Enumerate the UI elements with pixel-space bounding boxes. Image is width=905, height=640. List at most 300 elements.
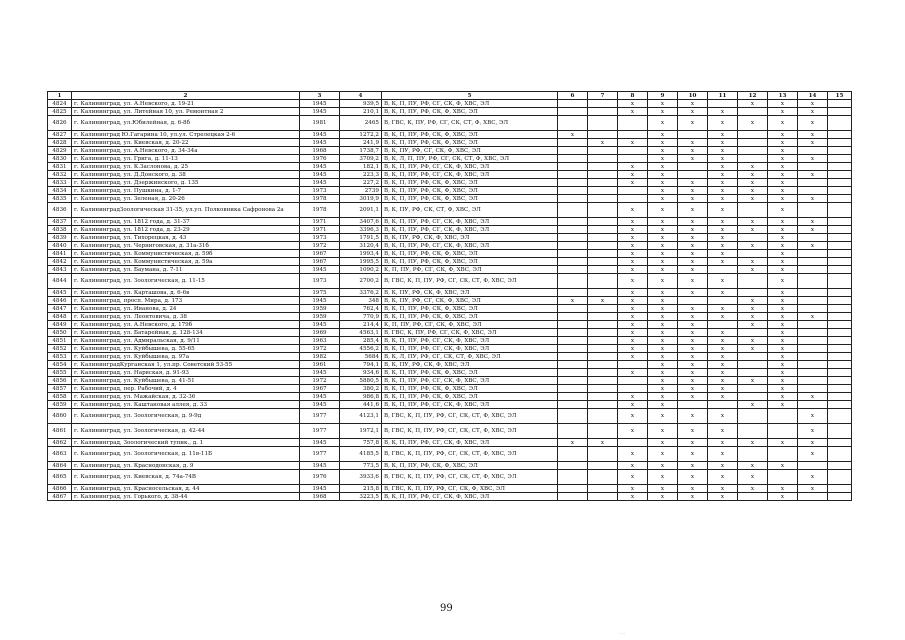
record-id-cell: 4826 — [48, 116, 72, 131]
mark-cell — [678, 163, 708, 171]
area-cell: 794,1 — [340, 361, 382, 369]
address-cell: г. Калининград, ул. Краснодонская, д. 9 — [72, 462, 300, 470]
mark-cell: x — [798, 439, 828, 447]
services-cell: В, К, П, ПУ, РФ, СГ, СК, Ф, ХВС, ЭЛ — [382, 171, 558, 179]
table-row — [48, 234, 852, 242]
services-cell: В, К, П, ПУ, РФ, СК, Ф, ХВС, ЭЛ — [382, 139, 558, 147]
record-id-cell: 4860 — [48, 409, 72, 424]
mark-cell: x — [618, 401, 648, 409]
mark-cell: x — [708, 258, 738, 266]
mark-cell — [738, 493, 768, 501]
address-cell: г. Калининград, ул. Черниговская, д. 31а-31б — [72, 242, 300, 250]
mark-cell: x — [798, 447, 828, 462]
area-cell: 757,8 — [340, 439, 382, 447]
column-number: 9 — [648, 92, 678, 100]
mark-cell — [678, 171, 708, 179]
mark-cell: x — [768, 377, 798, 385]
mark-cell — [798, 385, 828, 393]
area-cell: 1972,1 — [340, 424, 382, 439]
column-number: 4 — [340, 92, 382, 100]
services-cell: В, ГВС, К, П, ПУ, РФ, СГ, СК, СТ, Ф, ХВС, ЭЛ — [382, 409, 558, 424]
mark-cell — [588, 195, 618, 203]
table-row — [48, 139, 852, 147]
mark-cell: x — [768, 313, 798, 321]
record-id-cell: 4824 — [48, 100, 72, 108]
table-row — [48, 195, 852, 203]
mark-cell: x — [708, 234, 738, 242]
mark-cell: x — [618, 424, 648, 439]
record-id-cell: 4853 — [48, 353, 72, 361]
mark-cell — [558, 187, 588, 195]
record-id-cell: 4836 — [48, 203, 72, 218]
mark-cell — [558, 108, 588, 116]
mark-cell — [798, 297, 828, 305]
mark-cell: x — [798, 409, 828, 424]
mark-cell: x — [768, 337, 798, 345]
record-id-cell: 4856 — [48, 377, 72, 385]
mark-cell — [558, 147, 588, 155]
mark-cell: x — [648, 439, 678, 447]
address-cell: г. Калининград, ул.Юбилейная, д. 6-8б — [72, 116, 300, 131]
mark-cell — [588, 147, 618, 155]
record-id-cell: 4825 — [48, 108, 72, 116]
services-cell: В, К, П, ПУ, РФ, СК, Ф, ХВС, ЭЛ — [382, 393, 558, 401]
mark-cell: x — [648, 462, 678, 470]
services-cell: В, К, ПУ, РФ, СК, Ф, ХВС, ЭЛ — [382, 361, 558, 369]
mark-cell — [768, 470, 798, 485]
mark-cell: x — [708, 337, 738, 345]
mark-cell — [738, 353, 768, 361]
mark-cell — [558, 321, 588, 329]
mark-cell — [828, 179, 852, 187]
mark-cell — [588, 203, 618, 218]
year-cell: 1961 — [300, 361, 340, 369]
mark-cell: x — [648, 147, 678, 155]
mark-cell: x — [768, 139, 798, 147]
address-cell: г. Калининград, ул. А.Невского, д. 34-34а — [72, 147, 300, 155]
mark-cell: x — [618, 297, 648, 305]
column-number: 3 — [300, 92, 340, 100]
mark-cell — [588, 345, 618, 353]
mark-cell — [828, 393, 852, 401]
address-cell: г. Калининград, ул. К.Заслонова, д. 25 — [72, 163, 300, 171]
record-id-cell: 4857 — [48, 385, 72, 393]
area-cell: 4563,1 — [340, 329, 382, 337]
address-cell: г. Калининград, ул. Киевская, д. 74а-74В — [72, 470, 300, 485]
mark-cell: x — [618, 462, 648, 470]
record-id-cell: 4863 — [48, 447, 72, 462]
mark-cell: x — [648, 297, 678, 305]
mark-cell — [588, 242, 618, 250]
mark-cell — [588, 447, 618, 462]
mark-cell: x — [678, 100, 708, 108]
mark-cell — [798, 337, 828, 345]
mark-cell: x — [738, 470, 768, 485]
mark-cell — [798, 289, 828, 297]
mark-cell: x — [798, 100, 828, 108]
mark-cell: x — [768, 147, 798, 155]
year-cell: 1967 — [300, 385, 340, 393]
mark-cell: x — [768, 155, 798, 163]
mark-cell: x — [618, 266, 648, 274]
mark-cell — [558, 337, 588, 345]
mark-cell: x — [768, 218, 798, 226]
mark-cell: x — [708, 439, 738, 447]
year-cell: 1971 — [300, 226, 340, 234]
mark-cell: x — [618, 274, 648, 289]
mark-cell — [588, 258, 618, 266]
mark-cell: x — [738, 401, 768, 409]
address-cell: г. Калининград, ул. Дзержинского, д. 135 — [72, 179, 300, 187]
year-cell: 1969 — [300, 329, 340, 337]
mark-cell — [828, 266, 852, 274]
mark-cell — [798, 179, 828, 187]
mark-cell — [588, 289, 618, 297]
mark-cell: x — [558, 297, 588, 305]
mark-cell — [558, 385, 588, 393]
mark-cell — [738, 250, 768, 258]
year-cell: 1976 — [300, 470, 340, 485]
mark-cell: x — [798, 485, 828, 493]
services-cell: В, К, ПУ, РФ, СГ, СК, Ф, ХВС, ЭЛ — [382, 297, 558, 305]
record-id-cell: 4867 — [48, 493, 72, 501]
area-cell: 3709,2 — [340, 155, 382, 163]
table-row — [48, 100, 852, 108]
mark-cell — [618, 195, 648, 203]
area-cell: 762,4 — [340, 305, 382, 313]
year-cell: 1972 — [300, 345, 340, 353]
mark-cell: x — [798, 393, 828, 401]
mark-cell: x — [768, 258, 798, 266]
mark-cell: x — [708, 493, 738, 501]
area-cell: 227,2 — [340, 179, 382, 187]
mark-cell: x — [678, 187, 708, 195]
mark-cell — [828, 289, 852, 297]
record-id-cell: 4859 — [48, 401, 72, 409]
address-cell: г. Калининград, ул. Зоологическая, д. 42-44 — [72, 424, 300, 439]
mark-cell — [558, 329, 588, 337]
mark-cell: x — [648, 409, 678, 424]
mark-cell: x — [678, 147, 708, 155]
year-cell: 1945 — [300, 179, 340, 187]
mark-cell: x — [648, 203, 678, 218]
mark-cell — [618, 361, 648, 369]
mark-cell — [588, 321, 618, 329]
area-cell: 210,1 — [340, 108, 382, 116]
services-cell: В, К, П, ПУ, РФ, СГ, СК, Ф, ХВС, ЭЛ — [382, 439, 558, 447]
address-cell: г. Калининград, пер. Рабочий, д. 4 — [72, 385, 300, 393]
table-row — [48, 313, 852, 321]
area-cell: 215,8 — [340, 485, 382, 493]
mark-cell: x — [738, 313, 768, 321]
address-cell: г. КалининградКурганская 1, ул.пр. Советский 53-55 — [72, 361, 300, 369]
table-row — [48, 447, 852, 462]
mark-cell: x — [738, 337, 768, 345]
mark-cell: x — [738, 116, 768, 131]
services-cell: В, ГВС, К, П, ПУ, РФ, СГ, СК, СТ, Ф, ХВС, ЭЛ — [382, 424, 558, 439]
services-cell: В, К, П, ПУ, РФ, СК, Ф, ХВС, ЭЛ — [382, 258, 558, 266]
mark-cell: x — [708, 203, 738, 218]
table-row — [48, 131, 852, 139]
mark-cell: x — [648, 470, 678, 485]
mark-cell — [798, 377, 828, 385]
table-row — [48, 171, 852, 179]
record-id-cell: 4843 — [48, 266, 72, 274]
mark-cell: x — [768, 234, 798, 242]
address-cell: г. Калининград, ул. Пушкина, д. 1-7 — [72, 187, 300, 195]
year-cell: 1975 — [300, 289, 340, 297]
mark-cell: x — [768, 226, 798, 234]
address-cell: г. Калининград, ул. Горького, д. 38-44 — [72, 493, 300, 501]
mark-cell: x — [648, 447, 678, 462]
mark-cell: x — [798, 242, 828, 250]
record-id-cell: 4842 — [48, 258, 72, 266]
mark-cell: x — [798, 139, 828, 147]
mark-cell — [828, 131, 852, 139]
services-cell: В, ГВС, К, ПУ, РФ, СГ, СК, СТ, Ф, ХВС, ЭЛ — [382, 116, 558, 131]
mark-cell — [798, 163, 828, 171]
address-cell: г. Калининград, ул. 1812 года, д. 23-29 — [72, 226, 300, 234]
services-cell: В, К, П, ПУ, РФ, СГ, СК, Ф, ХВС, ЭЛ — [382, 226, 558, 234]
column-number: 7 — [588, 92, 618, 100]
mark-cell — [828, 424, 852, 439]
services-cell: В, К, ПУ, РФ, СГ, СК, Ф, ХВС, ЭЛ — [382, 147, 558, 155]
mark-cell: x — [648, 321, 678, 329]
mark-cell: x — [678, 409, 708, 424]
area-cell: 1090,2 — [340, 266, 382, 274]
mark-cell: x — [648, 313, 678, 321]
mark-cell — [558, 195, 588, 203]
table-row — [48, 337, 852, 345]
mark-cell — [558, 218, 588, 226]
mark-cell: x — [708, 485, 738, 493]
year-cell: 1945 — [300, 100, 340, 108]
mark-cell: x — [648, 329, 678, 337]
mark-cell: x — [708, 447, 738, 462]
mark-cell: x — [648, 116, 678, 131]
mark-cell: x — [678, 337, 708, 345]
mark-cell: x — [648, 377, 678, 385]
mark-cell: x — [618, 226, 648, 234]
area-cell: 3376,2 — [340, 289, 382, 297]
mark-cell: x — [768, 393, 798, 401]
services-cell: В, К, П, ПУ, РФ, СК, Ф, ХВС, ЭЛ — [382, 305, 558, 313]
mark-cell — [588, 171, 618, 179]
mark-cell: x — [618, 289, 648, 297]
mark-cell — [828, 155, 852, 163]
year-cell: 1945 — [300, 171, 340, 179]
year-cell: 1945 — [300, 266, 340, 274]
mark-cell — [738, 274, 768, 289]
mark-cell — [738, 409, 768, 424]
mark-cell: x — [678, 234, 708, 242]
column-number: 2 — [72, 92, 300, 100]
mark-cell — [828, 447, 852, 462]
services-cell: В, К, Л, ПУ, РФ, СГ, СК, СТ, Ф, ХВС, ЭЛ — [382, 353, 558, 361]
mark-cell: x — [678, 139, 708, 147]
mark-cell — [558, 139, 588, 147]
services-cell: В, К, П, ПУ, РФ, СК, Ф, ХВС, ЭЛ — [382, 179, 558, 187]
mark-cell: x — [618, 139, 648, 147]
mark-cell: x — [768, 345, 798, 353]
record-id-cell: 4844 — [48, 274, 72, 289]
mark-cell — [828, 305, 852, 313]
table-row — [48, 462, 852, 470]
mark-cell — [588, 218, 618, 226]
mark-cell — [558, 485, 588, 493]
mark-cell: x — [648, 139, 678, 147]
table-row — [48, 163, 852, 171]
mark-cell — [618, 116, 648, 131]
mark-cell: x — [648, 250, 678, 258]
year-cell: 1968 — [300, 493, 340, 501]
mark-cell — [558, 289, 588, 297]
address-cell: г. Калининград, ул. Куйбышева, д. 55-65 — [72, 345, 300, 353]
mark-cell: x — [678, 485, 708, 493]
mark-cell — [828, 470, 852, 485]
mark-cell: x — [738, 439, 768, 447]
mark-cell: x — [588, 297, 618, 305]
mark-cell — [738, 369, 768, 377]
address-cell: г. Калининград, ул. Литейная 10, ул. Ремонтная 2 — [72, 108, 300, 116]
mark-cell: x — [768, 462, 798, 470]
services-cell: В, К, П, ПУ, РФ, СГ, СК, Ф, ХВС, ЭЛ — [382, 163, 558, 171]
mark-cell: x — [678, 305, 708, 313]
year-cell: 1973 — [300, 187, 340, 195]
address-cell: г. Калининград, ул. Зоологическая, д. 9-9д — [72, 409, 300, 424]
mark-cell: x — [798, 226, 828, 234]
mark-cell: x — [768, 179, 798, 187]
table-row — [48, 439, 852, 447]
address-cell: г. Калининград, ул. Д.Донского, д. 38 — [72, 171, 300, 179]
area-cell: 4556,2 — [340, 345, 382, 353]
mark-cell — [558, 424, 588, 439]
mark-cell: x — [648, 187, 678, 195]
mark-cell — [828, 226, 852, 234]
mark-cell: x — [738, 218, 768, 226]
mark-cell: x — [648, 163, 678, 171]
column-number: 11 — [708, 92, 738, 100]
address-cell: г. Калининград, ул. Адмиральская, д. 9/11 — [72, 337, 300, 345]
mark-cell — [708, 321, 738, 329]
mark-cell: x — [618, 218, 648, 226]
services-cell: В, ГВС, К, П, ПУ, РФ, СГ, СК, СТ, Ф, ХВС, ЭЛ — [382, 274, 558, 289]
mark-cell: x — [678, 393, 708, 401]
mark-cell: x — [678, 266, 708, 274]
record-id-cell: 4840 — [48, 242, 72, 250]
mark-cell — [558, 462, 588, 470]
mark-cell: x — [648, 100, 678, 108]
year-cell: 1945 — [300, 401, 340, 409]
services-cell: В, К, П, ПУ, РФ, СГ, СК, Ф, ХВС, ЭЛ — [382, 493, 558, 501]
mark-cell — [678, 131, 708, 139]
mark-cell — [618, 131, 648, 139]
mark-cell: x — [708, 289, 738, 297]
mark-cell — [558, 305, 588, 313]
mark-cell: x — [768, 108, 798, 116]
mark-cell: x — [618, 345, 648, 353]
mark-cell: x — [768, 361, 798, 369]
column-number: 6 — [558, 92, 588, 100]
mark-cell — [798, 462, 828, 470]
area-cell: 2465 — [340, 116, 382, 131]
services-cell: В, К, П, ПУ, РФ, СК, Ф, ХВС, ЭЛ — [382, 369, 558, 377]
mark-cell: x — [648, 353, 678, 361]
mark-cell: x — [708, 195, 738, 203]
mark-cell: x — [738, 179, 768, 187]
mark-cell: x — [648, 258, 678, 266]
year-cell: 1945 — [300, 108, 340, 116]
table-row — [48, 289, 852, 297]
mark-cell — [558, 369, 588, 377]
mark-cell: x — [588, 439, 618, 447]
mark-cell — [588, 305, 618, 313]
address-cell: г. Калининград, ул. Коммунистическая, д. 59а — [72, 258, 300, 266]
mark-cell — [708, 266, 738, 274]
mark-cell: x — [708, 147, 738, 155]
table-row — [48, 218, 852, 226]
mark-cell: x — [708, 274, 738, 289]
year-cell: 1972 — [300, 377, 340, 385]
year-cell: 1977 — [300, 424, 340, 439]
mark-cell: x — [768, 250, 798, 258]
mark-cell: x — [738, 321, 768, 329]
column-number: 14 — [798, 92, 828, 100]
mark-cell: x — [588, 139, 618, 147]
year-cell: 1945 — [300, 321, 340, 329]
table-row — [48, 401, 852, 409]
table-row — [48, 155, 852, 163]
area-cell: 773,5 — [340, 462, 382, 470]
mark-cell — [798, 187, 828, 195]
record-id-cell: 4855 — [48, 369, 72, 377]
mark-cell: x — [648, 171, 678, 179]
address-cell: г. Калининград, ул. Леонтовича, д. 38 — [72, 313, 300, 321]
address-cell: г. КалининградЗоологическая 31-35, ул.ул. Полковника Сафронова 2а — [72, 203, 300, 218]
year-cell: 1945 — [300, 163, 340, 171]
mark-cell: x — [678, 424, 708, 439]
area-cell: 2091,1 — [340, 203, 382, 218]
year-cell: 1976 — [300, 155, 340, 163]
mark-cell: x — [708, 470, 738, 485]
mark-cell: x — [678, 439, 708, 447]
year-cell: 1945 — [300, 139, 340, 147]
mark-cell — [588, 155, 618, 163]
mark-cell — [588, 462, 618, 470]
mark-cell: x — [678, 361, 708, 369]
mark-cell — [588, 100, 618, 108]
mark-cell — [828, 361, 852, 369]
column-number: 8 — [618, 92, 648, 100]
services-cell: В, К, П, ПУ, РФ, СК, Ф, ХВС, ЭЛ — [382, 250, 558, 258]
mark-cell — [828, 250, 852, 258]
mark-cell — [558, 155, 588, 163]
mark-cell — [828, 462, 852, 470]
record-id-cell: 4866 — [48, 485, 72, 493]
mark-cell — [558, 361, 588, 369]
mark-cell — [588, 385, 618, 393]
mark-cell: x — [708, 393, 738, 401]
mark-cell: x — [738, 345, 768, 353]
mark-cell — [828, 218, 852, 226]
table-row — [48, 242, 852, 250]
mark-cell: x — [768, 369, 798, 377]
mark-cell: x — [648, 234, 678, 242]
mark-cell — [738, 289, 768, 297]
column-number: 10 — [678, 92, 708, 100]
mark-cell — [738, 234, 768, 242]
mark-cell: x — [738, 100, 768, 108]
